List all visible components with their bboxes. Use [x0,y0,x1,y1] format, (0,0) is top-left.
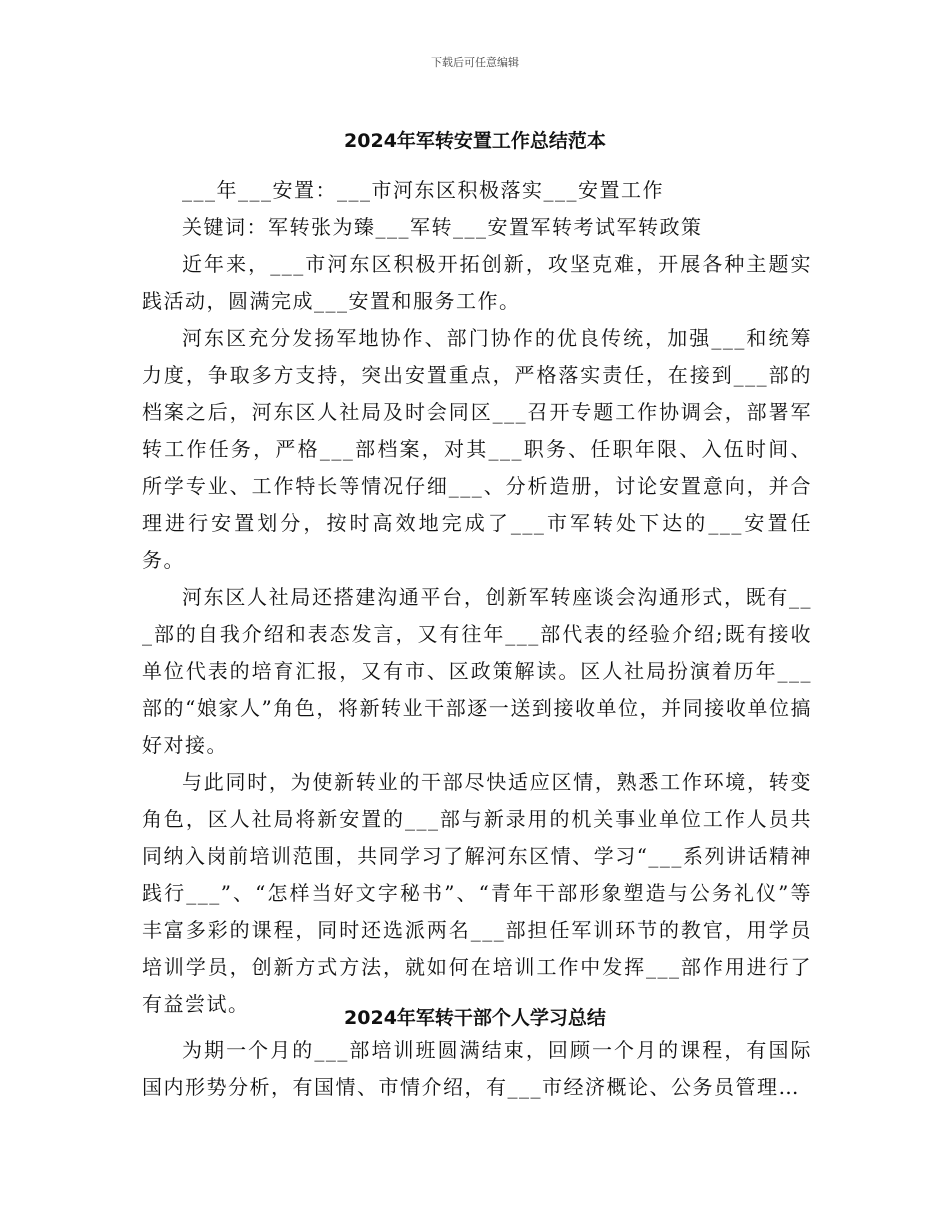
paragraph: 河东区人社局还搭建沟通平台，创新军转座谈会沟通形式，既有___部的自我介绍和表态发言，又有往年___部代表的经验介绍;既有接收单位代表的培育汇报，又有市、区政策解读。区人社局扮演着历年___部的“娘家人”角色，将新转业干部逐一送到接收单位，并同接收单位搞好对接。 [142,585,812,757]
section-body [142,1032,812,1106]
paragraph: ___年___安置：___市河东区积极落实___安置工作 [182,178,664,202]
document-body [142,172,812,1023]
document-title: 2024年军转安置工作总结范本 [344,130,606,152]
paragraph: 关键词：军转张为臻___军转___安置军转考试军转政策 [182,215,703,239]
page-header-note: 下载后可任意编辑 [431,56,519,69]
paragraph: 河东区充分发扬军地协作、部门协作的优良传统，加强___和统筹力度，争取多方支持，突出安置重点，严格落实责任，在接到___部的档案之后，河东区人社局及时会同区___召开专题工作协调会，部署军转工作任务，严格___部档案，对其___职务、任职年限、入伍时间、所学专业、工作特长等情况仔细___、分析造册，讨论安置意向，并合理进行安置划分，按时高效地完成了___市军转处下达的___安置任务。 [142,326,812,572]
paragraph: 为期一个月的___部培训班圆满结束，回顾一个月的课程，有国际国内形势分析，有国情、市情介绍，有___市经济概论、公务员管理… [142,1038,812,1099]
paragraph: 与此同时，为使新转业的干部尽快适应区情，熟悉工作环境，转变角色，区人社局将新安置的___部与新录用的机关事业单位工作人员共同纳入岗前培训范围，共同学习了解河东区情、学习“___系列讲话精神践行___”、“怎样当好文字秘书”、“青年干部形象塑造与公务礼仪”等丰富多彩的课程，同时还选派两名___部担任军训环节的教官，用学员培训学员，创新方式方法，就如何在培训工作中发挥___部作用进行了有益尝试。 [142,770,812,1016]
paragraph: 近年来，___市河东区积极开拓创新，攻坚克难，开展各种主题实践活动，圆满完成___安置和服务工作。 [142,252,812,313]
section-title: 2024年军转干部个人学习总结 [344,1007,606,1029]
